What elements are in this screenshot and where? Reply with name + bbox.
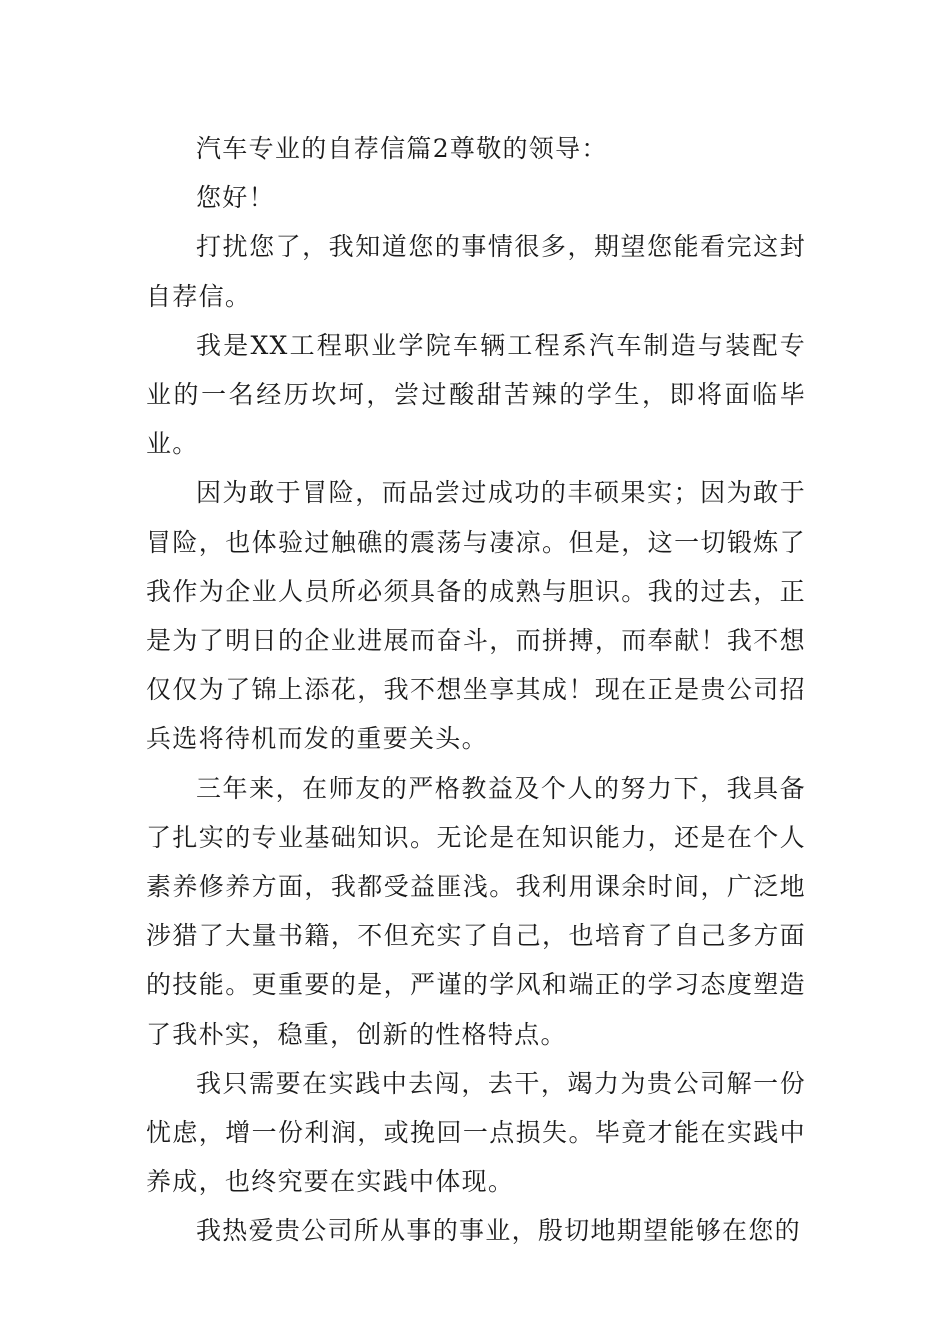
- greeting: 您好！: [196, 183, 275, 213]
- paragraph: 三年来，在师友的严格教益及个人的努力下，我具备了扎实的专业基础知识。无论是在知识能力，还是在个人素养修养方面，我都受益匪浅。我利用课余时间，广泛地涉猎了大量书籍，不但充实了自己，也培育了自己多方面的技能。更重要的是，严谨的学风和端正的学习态度塑造了我朴实，稳重，创新的性格特点。: [146, 773, 806, 1049]
- paragraph: 打扰您了，我知道您的事情很多，期望您能看完这封自荐信。: [146, 232, 806, 311]
- letter-body: [146, 124, 806, 1256]
- paragraph: 我只需要在实践中去闯，去干，竭力为贵公司解一份忧虑，增一份利润，或挽回一点损失。毕竟才能在实践中养成，也终究要在实践中体现。: [146, 1068, 806, 1197]
- paragraph: 因为敢于冒险，而品尝过成功的丰硕果实；因为敢于冒险，也体验过触礁的震荡与凄凉。但是，这一切锻炼了我作为企业人员所必须具备的成熟与胆识。我的过去，正是为了明日的企业进展而奋斗，而拼搏，而奉献！我不想仅仅为了锦上添花，我不想坐享其成！现在正是贵公司招兵选将待机而发的重要关头。: [146, 478, 806, 754]
- paragraph: 我热爱贵公司所从事的事业，殷切地期望能够在您的: [196, 1216, 801, 1246]
- paragraph: 我是XX工程职业学院车辆工程系汽车制造与装配专业的一名经历坎坷，尝过酸甜苦辣的学生，即将面临毕业。: [146, 330, 806, 459]
- letter-title-line: 汽车专业的自荐信篇2尊敬的领导：: [196, 134, 608, 163]
